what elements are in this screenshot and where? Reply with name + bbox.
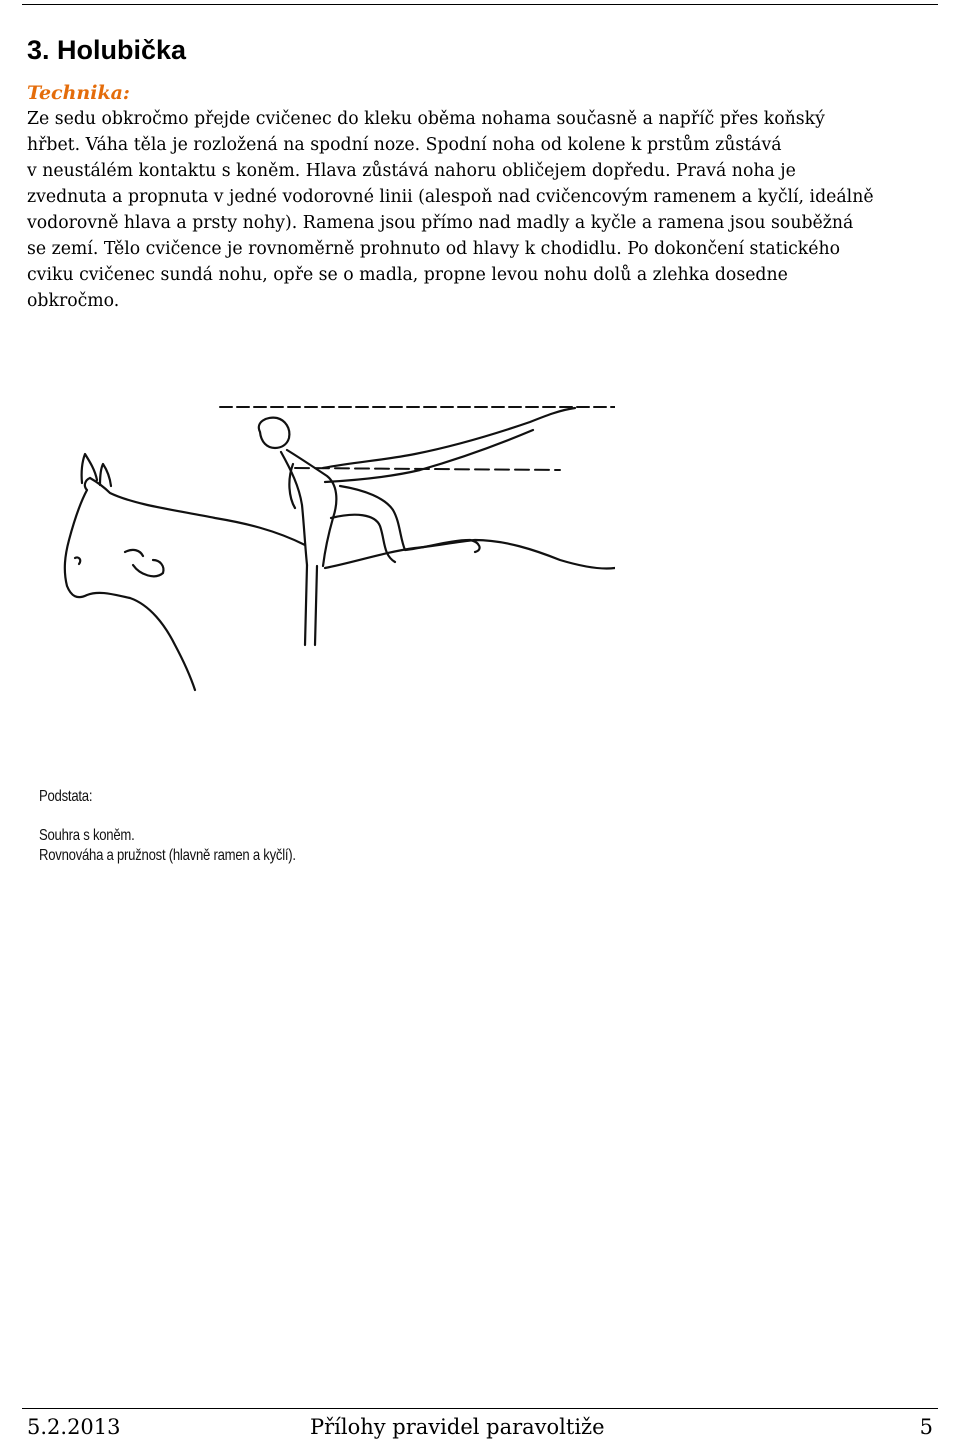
paragraph-line: cviku cvičenec sundá nohu, opře se o madla, propne levou nohu dolů a zlehka dosedne [27,265,788,285]
top-rule [22,4,938,5]
horse-back [325,540,615,569]
page-footer [27,1412,938,1442]
vaulter-head [259,418,290,448]
note-heading: Podstata: [39,788,93,805]
vaulter-raised-leg [323,408,575,482]
technique-paragraph [27,106,947,314]
footer-page-number: 5 [919,1415,933,1439]
paragraph-line: Ze sedu obkročmo přejde cvičenec do kleku oběma nohama současně a napříč přes koňský [27,109,825,129]
horse-eye [125,550,143,556]
vaulter-on-horse-illustration [55,390,615,710]
paragraph-line: obkročmo. [27,291,120,311]
horse-outline [65,478,305,690]
paragraph-line: se zemí. Tělo cvičence je rovnoměrně prohnuto od hlavy k chodidlu. Po dokončení statického [27,239,841,259]
footer-rule [22,1408,938,1409]
note-line: Rovnováha a pružnost (hlavně ramen a kyčlí). [39,847,296,864]
horse-ear-right [100,464,111,486]
horse-cheek [133,560,163,576]
footer-document-title: Přílohy pravidel paravoltiže [310,1415,605,1439]
paragraph-line: zvednuta a propnuta v jedné vodorovné linii (alespoň nad cvičencovým ramenem a kyčlí, ideálně [27,187,874,207]
footer-date: 5.2.2013 [27,1415,121,1439]
paragraph-line: v neustálém kontaktu s koněm. Hlava zůstává nahoru obličejem dopředu. Pravá noha je [27,161,796,181]
vaulter-kneeling-leg [331,486,480,562]
section-subtitle: Technika: [27,82,130,104]
paragraph-line: hřbet. Váha těla je rozložená na spodní noze. Spodní noha od kolene k prstům zůstává [27,135,782,155]
note-line: Souhra s koněm. [39,827,135,844]
summary-note [39,786,296,866]
section-title: 3. Holubička [27,35,187,65]
vaulter-arm [289,464,295,508]
paragraph-line: vodorovně hlava a prsty nohy). Ramena jsou přímo nad madly a kyčle a ramena jsou souběžná [27,213,854,233]
horse-nostril [75,557,80,564]
surcingle [305,565,317,645]
